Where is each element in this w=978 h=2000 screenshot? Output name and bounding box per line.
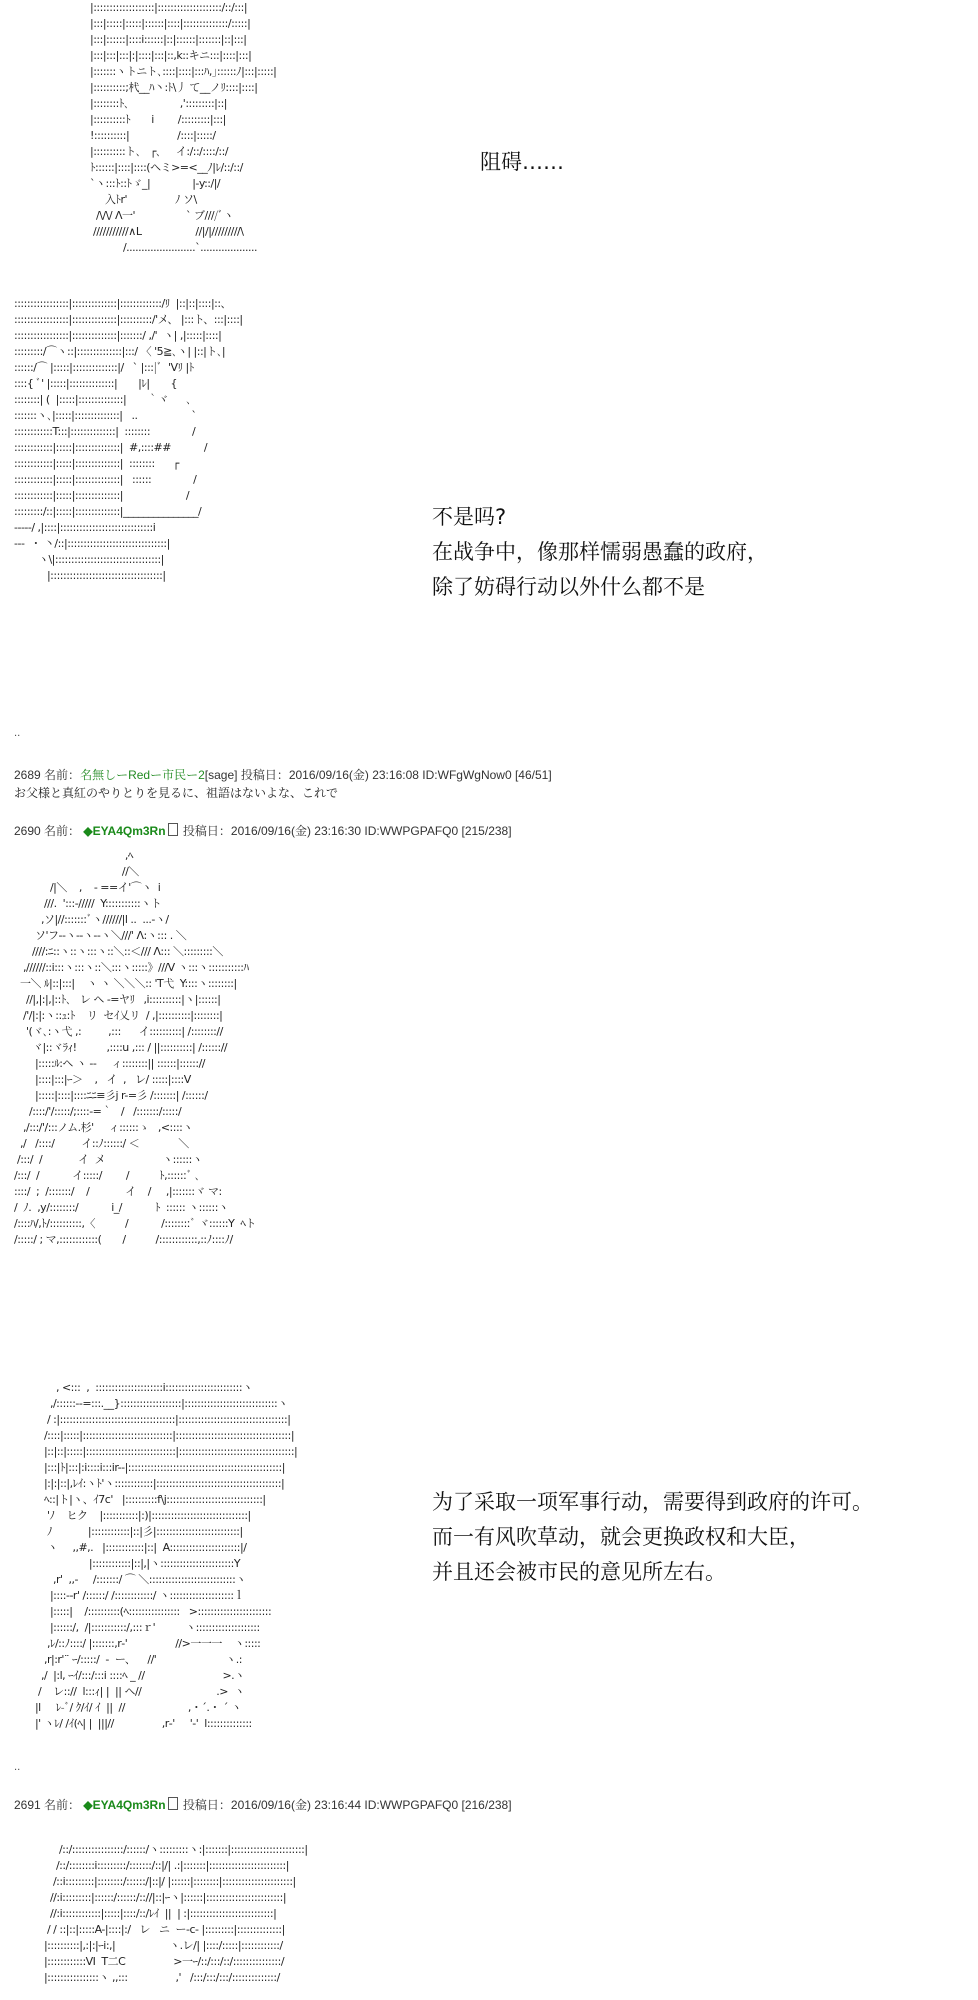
ascii-art-line: ,/::::::--=:::.__}:::::::::::::::::::|:::::::::::::::::::::::::::::ヽ <box>14 1397 288 1410</box>
caption-panel-1 <box>480 145 564 180</box>
ascii-art-line: ヽ\|:::::::::::::::::::::::::::::::::| <box>14 553 164 566</box>
missing-glyph-icon <box>168 823 178 836</box>
ascii-art-line: |::::|:::|ｰ＞ , イ , レ/ :::::|::::V <box>14 1073 191 1086</box>
caption-panel-2 <box>432 500 768 605</box>
ascii-art-panel-3 <box>14 1380 297 1732</box>
ascii-art-line: |::::::::::::::::ヽ ,,::: ,' /:::/:::/:::/::::::::::::::/ <box>14 1971 280 1984</box>
poster-trip[interactable]: ◆EYA4Qm3Rn <box>83 1798 166 1812</box>
ascii-art-line: ヾ|::ヾﾗｨ! ,::::u ,::: / ||::::::::::| /::::::// <box>14 1041 228 1054</box>
ascii-art-line: /::::/'/:::::/;::::-=｀ / /:::::::/:::::/ <box>14 1105 182 1118</box>
post-count: [216/238] <box>461 1798 512 1812</box>
ascii-art-line: :::::::::::::::::|::::::::::::::|::::::::::/'メ、 |:::ト、:::|::::| <box>14 313 243 326</box>
ascii-art-line: ///. ':::-///// Y:::::::::::ヽト <box>14 897 162 910</box>
ascii-art-line: `ヽ:::ﾄ::ﾄゞ_| |-y::/|/ <box>90 177 221 190</box>
ascii-art-line: |::::::::::;杙__ﾊ丶:ﾄ\丿 て__ノﾘ::::|::::| <box>90 81 258 94</box>
ascii-art-line: |::|::|:::::|::::::::::::::::::::::::::::|::::::::::::::::::::::::::::::::::::| <box>14 1445 298 1458</box>
ascii-art-line: -----/ ,|::::|:::::::::::::::::::::::::::::i <box>14 521 156 534</box>
ascii-art-post-2690 <box>14 848 256 1248</box>
ascii-art-line: :::::::::/::|:::::|::::::::::::::|_______________/ <box>14 505 202 518</box>
ascii-art-line: /::::|:::::|::::::::::::::::::::::::::::|::::::::::::::::::::::::::::::::::::| <box>14 1429 295 1442</box>
ascii-art-line: //＼ <box>14 865 139 878</box>
ascii-art-line: ::::/ ; /:::::::/ / イ / ,|:::::::ヾ マ: <box>14 1185 222 1198</box>
post-number: 2690 <box>14 824 41 838</box>
poster-name[interactable]: 名無しーRedー市民ー2 <box>80 768 205 782</box>
ascii-art-line: |:::::| /::::::::::(ﾍ:::::::::::::::: >::::::::::::::::::::::: <box>14 1605 272 1618</box>
ascii-art-line: ::::::::::::|:::::|::::::::::::::| #,::::## / <box>14 441 208 454</box>
poster-id: ID:WWPGPAFQ0 <box>364 824 459 838</box>
ascii-art-line: 入ﾄr' ﾉ ソ\ <box>90 193 197 206</box>
ascii-art-line: ,/ /::::/ イ::ﾉ::::::/ ＜ ＼ <box>14 1137 189 1150</box>
caption-line: 为了采取一项军事行动，需要得到政府的许可。 <box>432 1490 873 1514</box>
ascii-art-line: |:::|::::::|::::i::::::|::|::::::|:::::::|::|:::| <box>90 33 247 46</box>
ascii-art-line: --- ・ 丶/::|:::::::::::::::::::::::::::::::| <box>14 537 170 550</box>
ascii-art-line: ::::::/⌒ |:::::|::::::::::::::|/ ` |:::|ﾞ 'Vﾘ |ﾄ <box>14 361 194 374</box>
post-number: 2691 <box>14 1798 41 1812</box>
poster-trip[interactable]: ◆EYA4Qm3Rn <box>83 824 166 838</box>
ascii-art-line: |::::-‐r' /::::::/ /::::::::::::/ ヽ::::::::::::::::::::ｌ <box>14 1589 245 1602</box>
ascii-art-line: /'/|:|:ヽ::ｭ:ﾄ リ セｲ乂リ / ,|::::::::::|::::::::| <box>14 1009 223 1022</box>
ascii-art-panel-2 <box>14 296 243 584</box>
poster-id: ID:WWPGPAFQ0 <box>364 1798 459 1812</box>
ascii-art-line: |l ﾚ-ﾞ/ ｸ/ｲ/ ｲ || // ,・´.・ ´ ヽ <box>14 1701 242 1714</box>
ascii-art-line: ////:ﾆ::ヽ::ヽ:::ヽ::＼::＜/// Λ::: ＼:::::::::＼ <box>14 945 223 958</box>
post-date: 2016/09/16(金) 23:16:44 <box>230 1798 362 1812</box>
ascii-art-line: ///////////∧L //|/|/////////\ <box>90 225 244 238</box>
missing-glyph-icon <box>168 1797 178 1810</box>
post-header-2691 <box>14 1796 512 1813</box>
ascii-art-line: ,//////::i:::ヽ:::ヽ::＼:::ヽ:::::》///V ヽ:::ヽ:::::::::::ﾊ <box>14 961 249 974</box>
name-label: 名前： <box>44 768 81 782</box>
ascii-art-line: ::::::::::::|:::::|::::::::::::::| :::::::: ┌ <box>14 457 179 470</box>
post-date: 2016/09/16(金) 23:16:08 <box>288 768 419 782</box>
ascii-art-line: / :|::::::::::::::::::::::::::::::::::::|::::::::::::::::::::::::::::::::::| <box>14 1413 291 1426</box>
ascii-art-line: 'ﾉ ヒク |:::::::::::|:)|::::::::::::::::::::::::::::::| <box>14 1509 251 1522</box>
ascii-art-line: |:::::ﾙ:ヘ ヽ -- ィ::::::::|| ::::::|::::::// <box>14 1057 205 1070</box>
ascii-art-line: '(ヾ､:ヽ弋 ,: ,::: イ::::::::::| /::::::::// <box>14 1025 223 1038</box>
ascii-art-panel-1 <box>90 0 276 256</box>
date-label: 投稿日： <box>182 1798 231 1812</box>
caption-line: 不是吗? <box>432 505 507 529</box>
ascii-art-line: //:i::::::::::::|:::::|::::/::/ﾚｲ || | :|::::::::::::::::::::::::::| <box>14 1907 277 1920</box>
ascii-art-line: ,/ |:l, ｰｲ/:::/:::i ::::ﾍ _ // >.ヽ <box>14 1669 245 1682</box>
ascii-art-line: :::::::ヽ､|:::::|::::::::::::::| .. ` <box>14 409 197 422</box>
post-body-2689: お父様と真紅のやりとりを見るに、祖語はないよな、これで <box>14 786 339 800</box>
name-label: 名前： <box>44 824 81 838</box>
post-header-2690 <box>14 822 512 839</box>
ascii-art-line: |::::::/, /|:::::::::::/,:::ｒ' ヽ:::::::::::::::::::: <box>14 1621 260 1634</box>
ascii-art-line: :::::::::::::::::|::::::::::::::|:::::::/ ,/' ヽ| ,|:::::|::::| <box>14 329 222 342</box>
ascii-art-line: ソ'フ--ヽ--ヽ--ヽ＼///' Λ:ヽ::: . ＼ <box>14 929 187 942</box>
ascii-art-line: / レ::// l:::ｨ| | || ヘ// .> ヽ <box>14 1685 245 1698</box>
date-label: 投稿日： <box>240 768 289 782</box>
ascii-art-line: /::/::::::::::::::::/::::::/ヽ:::::::::ヽ:|:::::::|:::::::::::::::::::::::| <box>14 1843 308 1856</box>
poster-id: ID:WFgWgNow0 <box>422 768 512 782</box>
ascii-art-line: 一＼ ﾙ|::|:::| ヽ ヽ ＼＼＼:: 'T弋 Y::::ヽ::::::::| <box>14 977 237 990</box>
separator-dots: .. <box>14 728 21 739</box>
caption-line: 阻碍…… <box>480 150 564 174</box>
ascii-art-line: /::i:::::::::|::::::::/::::::/|::|/ |::::::|::::::::|::::::::::::::::::::::| <box>14 1875 296 1888</box>
ascii-art-line: ﾄ::::::|::::|::::(ヘミ>=<__ﾉ|ﾚ/::/::/ <box>90 161 243 174</box>
ascii-art-line: ::::::::::::T:::|::::::::::::::| :::::::: / <box>14 425 196 438</box>
ascii-art-line: |:::::|::::|::::ﾆﾆ≡彡j r-=彡 /:::::::| /::::::/ <box>14 1089 208 1102</box>
ascii-art-line: |:::|:::|:::|:|::::|:::|::,k::キニ:::|::::|:::| <box>90 49 252 62</box>
separator-dots: .. <box>14 1762 21 1773</box>
ascii-art-line: ::::{ ﾞ' |:::::|::::::::::::::| |ﾚ| { <box>14 377 178 390</box>
ascii-art-line: ,r|:r'¨ ｰ/:::::/ ‐ ー、 //' ヽ.: <box>14 1653 242 1666</box>
ascii-art-line: |:::|ﾄ|:::|:i::::i:::ir-‐|::::::::::::::::::::::::::::::::::::::::::::::::| <box>14 1461 285 1474</box>
ascii-art-line: /.......................`................... <box>90 241 258 254</box>
ascii-art-line: :::::::::::::::::|::::::::::::::|:::::::::::::/ﾘ |::|::|::::|::、 <box>14 297 232 310</box>
post-date: 2016/09/16(金) 23:16:30 <box>230 824 362 838</box>
ascii-art-line: /::::ﾊ/,ﾄ/::::::::::,〈 / /::::::::ﾞ ヾ::::::Y ﾍト <box>14 1217 256 1230</box>
ascii-art-line: |::::::::ﾄ､ ,':::::::::|::| <box>90 97 227 110</box>
name-label: 名前： <box>44 1798 81 1812</box>
caption-line: 除了妨碍行动以外什么都不是 <box>432 575 705 599</box>
ascii-art-line: ::::::::::::|:::::|::::::::::::::| :::::: / <box>14 473 197 486</box>
ascii-art-line: |::::::::::::|::|,|ヽ:::::::::::::::::::::::Y <box>14 1557 241 1570</box>
ascii-art-line: |:::::::ヽトニト､::::|::::|:::ﾊ,｣::::::ﾉ|:::|:::::| <box>90 65 277 78</box>
ascii-art-line: ::::::::::::|:::::|::::::::::::::| / <box>14 489 190 502</box>
ascii-art-line: ,/:::/'/:::ノム.杉' ィ::::::ゝ ,<::::ヽ <box>14 1121 193 1134</box>
ascii-art-line: |:|:|::|,ﾚｲ:ヽﾄ'ヽ::::::::::::|:::::::::::::::::::::::::::::::::::::::| <box>14 1477 285 1490</box>
caption-panel-3 <box>432 1485 873 1590</box>
post-count: [215/238] <box>461 824 512 838</box>
ascii-art-line: |:::|:::::|:::::|::::::|::::|::::::::::::::/:::::| <box>90 17 251 30</box>
ascii-art-line: |::::::::::|,:|:|ｰi:,| ヽ.レ/| |::::/:::::|::::::::::::/ <box>14 1939 283 1952</box>
ascii-art-line: //|,|:|,|::ﾄ､ レ ヘ -=ヤﾘ ,i::::::::::|ヽ|::::::| <box>14 993 221 1006</box>
ascii-art-line: |::::::::::ﾄ i /:::::::::|:::| <box>90 113 226 126</box>
ascii-art-line: ,ﾚ/::ﾉ::::/ |:::::::,r‐' //>一一一 ヽ::::: <box>14 1637 261 1650</box>
ascii-art-line: |::::::::::::VI T二C >一ｰ/::/:::/::/:::::::::::::::/ <box>14 1955 285 1968</box>
ascii-art-line: ,r' ,,- /:::::::/ ⌒ ＼:::::::::::::::::::::::::::ヽ <box>14 1573 246 1586</box>
ascii-art-line: !::::::::::| /::::|:::::/ <box>90 129 216 142</box>
ascii-art-line: |::::::::::ト､ ┌､ イ:/::/::::/::/ <box>90 145 229 158</box>
ascii-art-line: /|＼ , - ==イ'⌒ヽ i <box>14 881 161 894</box>
ascii-art-line: / / ::|::|:::::A-|::::|:/ レ ニ ー-c- |:::::::::|::::::::::::::| <box>14 1923 285 1936</box>
ascii-art-line: / ﾉ. ,y/::::::::/ i_/ ﾄ :::::: ヽ::::::ヽ <box>14 1201 229 1214</box>
date-label: 投稿日： <box>182 824 231 838</box>
ascii-art-line: /\/\/ Λ一' ` ブ////ﾞヽ <box>90 209 234 222</box>
post-number: 2689 <box>14 768 41 782</box>
ascii-art-line: ::::::::| ( |:::::|::::::::::::::| ｀ヾ ､ <box>14 393 192 406</box>
ascii-art-line: :::::::::/⌒ヽ::|::::::::::::::|:::/ 〈 '5≧､ヽ| |::|ト､| <box>14 345 226 358</box>
ascii-art-line: //:i:::::::::|::::::/::::::/:://|::|ｰヽ|::::::|::::::::::::::::::::::::| <box>14 1891 287 1904</box>
ascii-art-line: |' ヽﾚ/ /ｲ(ﾍ| | |||// ,r‐' '-' l:::::::::::::: <box>14 1717 252 1730</box>
ascii-art-line: |:::::::::::::::::::|::::::::::::::::::::/::/:::| <box>90 1 248 14</box>
caption-line: 并且还会被市民的意见所左右。 <box>432 1560 726 1584</box>
ascii-art-line: ,ソ|//:::::::ﾞヽ//////|l .. ...-ヽ/ <box>14 913 169 926</box>
caption-line: 在战争中，像那样懦弱愚蠢的政府， <box>432 540 768 564</box>
ascii-art-line: /:::/ / イ メ ヽ::::::ヽ <box>14 1153 203 1166</box>
ascii-art-line: /:::::/ ; マ,::::::::::::( / /::::::::::::,::ﾉ::::ﾉ/ <box>14 1233 233 1246</box>
post-count: [46/51] <box>514 768 552 782</box>
ascii-art-post-2691 <box>14 1842 308 1986</box>
ascii-art-line: ヽ ,,#,. |::::::::::::|::| A::::::::::::::::::::::|/ <box>14 1541 247 1554</box>
mail-field: [sage] <box>204 768 238 782</box>
ascii-art-line: , <::: , :::::::::::::::::::::i::::::::::::::::::::::::ヽ <box>14 1381 253 1394</box>
post-header-2689 <box>14 766 552 783</box>
ascii-art-line: |:::::::::::::::::::::::::::::::::::| <box>14 569 166 582</box>
ascii-art-line: ,ﾍ <box>14 849 133 862</box>
ascii-art-line: ﾉ |::::::::::::|::|彡|::::::::::::::::::::::::::| <box>14 1525 243 1538</box>
ascii-art-line: /::/::::::::i:::::::::/:::::::/::|/| .:|:::::::|::::::::::::::::::::::::| <box>14 1859 289 1872</box>
caption-line: 而一有风吹草动，就会更换政权和大臣， <box>432 1525 810 1549</box>
ascii-art-line: ﾍ::|ト|ヽ、ｲ7c' |::::::::::f\j::::::::::::::::::::::::::::::| <box>14 1493 266 1506</box>
ascii-art-line: /:::/ / イ:::::/ / ﾄ,::::::ﾞ ､ <box>14 1169 200 1182</box>
